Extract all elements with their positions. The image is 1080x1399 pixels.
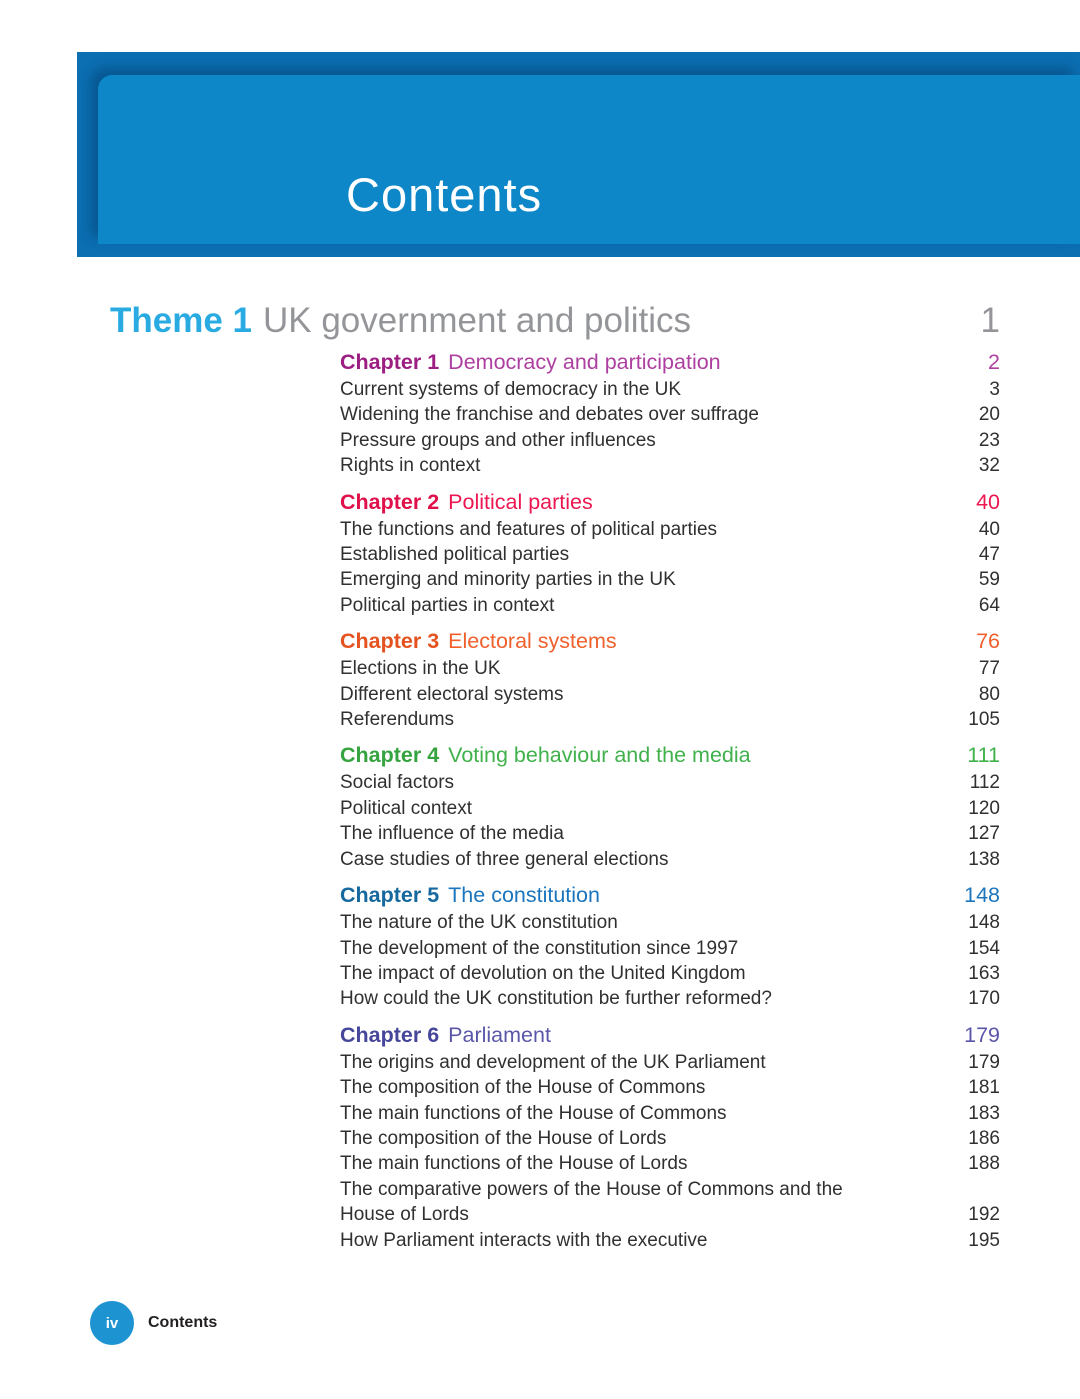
theme-title: UK government and politics <box>263 301 691 340</box>
toc-item-label: Emerging and minority parties in the UK <box>340 569 676 591</box>
chapter-items <box>340 910 1000 1012</box>
toc-item-page: 186 <box>968 1127 1000 1149</box>
toc-item-page: 120 <box>968 797 1000 819</box>
chapter-number: Chapter 3 <box>340 629 440 654</box>
toc-item <box>340 847 1000 872</box>
toc-item <box>340 796 1000 821</box>
toc-item <box>340 1050 1000 1075</box>
toc-item <box>340 682 1000 707</box>
chapter-page-number: 2 <box>988 350 1000 374</box>
toc-item <box>340 453 1000 478</box>
chapter-title: Voting behaviour and the media <box>448 743 751 768</box>
chapter-page-number: 179 <box>964 1022 1000 1047</box>
toc-item <box>340 961 1000 986</box>
toc-item-page: 40 <box>978 518 1000 540</box>
chapter-title: Electoral systems <box>448 629 617 654</box>
toc-item-page: 179 <box>968 1051 1000 1073</box>
toc-item <box>340 1075 1000 1100</box>
toc-item-label: The comparative powers of the House of Commons and the House of Lords <box>340 1178 843 1226</box>
contents-banner <box>77 52 1080 257</box>
toc-item-page: 170 <box>968 988 1000 1010</box>
toc-item-label: Different electoral systems <box>340 683 564 705</box>
toc-item <box>340 707 1000 732</box>
toc-item-page: 148 <box>968 912 1000 934</box>
toc-item <box>340 402 1000 427</box>
chapter-block <box>340 882 1000 1012</box>
toc-item-label: Current systems of democracy in the UK <box>340 379 682 400</box>
toc-item-page: 77 <box>978 658 1000 680</box>
toc-item-page: 188 <box>968 1153 1000 1175</box>
toc-item-page: 163 <box>968 962 1000 984</box>
toc-item-page: 138 <box>968 848 1000 870</box>
chapter-number: Chapter 2 <box>340 489 440 514</box>
toc-item <box>340 1228 1000 1253</box>
toc-item <box>340 1126 1000 1151</box>
toc-item-page: 105 <box>968 709 1000 731</box>
toc-item-label: Widening the franchise and debates over suffrage <box>340 404 759 426</box>
toc-item-label: The nature of the UK constitution <box>340 912 618 934</box>
chapter-number: Chapter 1 <box>340 350 440 374</box>
contents-banner-panel <box>98 75 1080 244</box>
toc-item <box>340 517 1000 542</box>
toc-item <box>340 1151 1000 1176</box>
toc-item-label: Rights in context <box>340 455 481 477</box>
toc-item-label: How Parliament interacts with the executive <box>340 1229 708 1251</box>
footer-section-label: Contents <box>148 1314 218 1331</box>
toc-item <box>340 542 1000 567</box>
theme-number: Theme 1 <box>110 301 252 340</box>
chapter-items <box>340 1050 1000 1253</box>
toc-item <box>340 593 1000 618</box>
chapter-title: Political parties <box>448 489 593 514</box>
page-number-badge: iv <box>90 1301 134 1345</box>
theme-heading <box>110 299 1000 343</box>
toc-item-page: 181 <box>968 1077 1000 1099</box>
toc-item-page: 23 <box>978 429 1000 451</box>
toc-item-label: Social factors <box>340 772 455 794</box>
toc-item-page: 192 <box>968 1204 1000 1226</box>
toc-item <box>340 428 1000 453</box>
toc-item-page: 3 <box>989 379 1000 400</box>
chapter-heading <box>340 489 1000 516</box>
toc-item-page: 32 <box>978 455 1000 477</box>
chapter-block <box>340 489 1000 619</box>
chapter-heading <box>340 349 1000 376</box>
chapter-title: Democracy and participation <box>448 350 721 374</box>
toc-item-page: 127 <box>968 823 1000 845</box>
toc-item <box>340 1101 1000 1126</box>
chapter-number: Chapter 6 <box>340 1022 440 1047</box>
page-footer <box>90 1301 217 1345</box>
chapter-page-number: 148 <box>964 883 1000 908</box>
toc-item-label: Political parties in context <box>340 594 555 616</box>
toc <box>340 349 1000 1263</box>
toc-item-label: The origins and development of the UK Parliament <box>340 1051 766 1073</box>
chapter-block <box>340 742 1000 872</box>
chapter-title: Parliament <box>448 1022 551 1047</box>
chapter-number: Chapter 4 <box>340 743 440 768</box>
toc-item-label: The functions and features of political parties <box>340 518 718 540</box>
toc-item-label: The main functions of the House of Commons <box>340 1102 727 1124</box>
toc-item-label: Political context <box>340 797 473 819</box>
page-title: Contents <box>346 168 543 221</box>
chapter-page-number: 76 <box>976 629 1000 654</box>
chapter-block <box>340 628 1000 732</box>
chapter-heading <box>340 628 1000 655</box>
toc-item-label: The composition of the House of Lords <box>340 1127 667 1149</box>
chapter-block <box>340 1022 1000 1253</box>
toc-item-label: The influence of the media <box>340 823 564 845</box>
chapter-items <box>340 377 1000 479</box>
toc-item-page: 80 <box>978 683 1000 705</box>
toc-item-page: 195 <box>968 1229 1000 1251</box>
toc-item <box>340 567 1000 592</box>
toc-item-label: The composition of the House of Commons <box>340 1077 706 1099</box>
toc-item <box>340 936 1000 961</box>
toc-item <box>340 986 1000 1011</box>
toc-item <box>340 821 1000 846</box>
chapter-items <box>340 770 1000 872</box>
toc-item-page: 112 <box>969 772 1000 794</box>
chapter-page-number: 40 <box>976 489 1000 514</box>
toc-item-page: 47 <box>978 544 1000 566</box>
toc-item-label: Pressure groups and other influences <box>340 429 656 451</box>
chapter-items <box>340 656 1000 732</box>
toc-item-label: Established political parties <box>340 544 570 566</box>
toc-item-page: 20 <box>978 404 1000 426</box>
chapter-items <box>340 517 1000 619</box>
toc-item-page: 59 <box>978 569 1000 591</box>
toc-item-page: 64 <box>978 594 1000 616</box>
chapter-heading <box>340 742 1000 769</box>
toc-item <box>340 770 1000 795</box>
toc-item-label: Elections in the UK <box>340 658 501 680</box>
toc-item-label: Referendums <box>340 709 455 731</box>
toc-item <box>340 377 1000 402</box>
toc-item-label: The main functions of the House of Lords <box>340 1153 688 1175</box>
toc-item-page: 183 <box>968 1102 1000 1124</box>
chapter-heading <box>340 1022 1000 1049</box>
toc-item-label: How could the UK constitution be further reformed? <box>340 988 772 1010</box>
toc-item-page: 154 <box>968 937 1000 959</box>
toc-item-label: The development of the constitution since 1997 <box>340 937 739 959</box>
theme-page-number: 1 <box>980 301 1000 340</box>
chapter-title: The constitution <box>448 883 600 908</box>
chapter-heading <box>340 882 1000 909</box>
chapter-block <box>340 349 1000 479</box>
toc-item <box>340 910 1000 935</box>
toc-item <box>340 1177 1000 1228</box>
toc-item-label: The impact of devolution on the United Kingdom <box>340 962 746 984</box>
chapter-page-number: 111 <box>967 743 1000 768</box>
toc-item-label: Case studies of three general elections <box>340 848 669 870</box>
chapter-number: Chapter 5 <box>340 883 440 908</box>
toc-item <box>340 656 1000 681</box>
